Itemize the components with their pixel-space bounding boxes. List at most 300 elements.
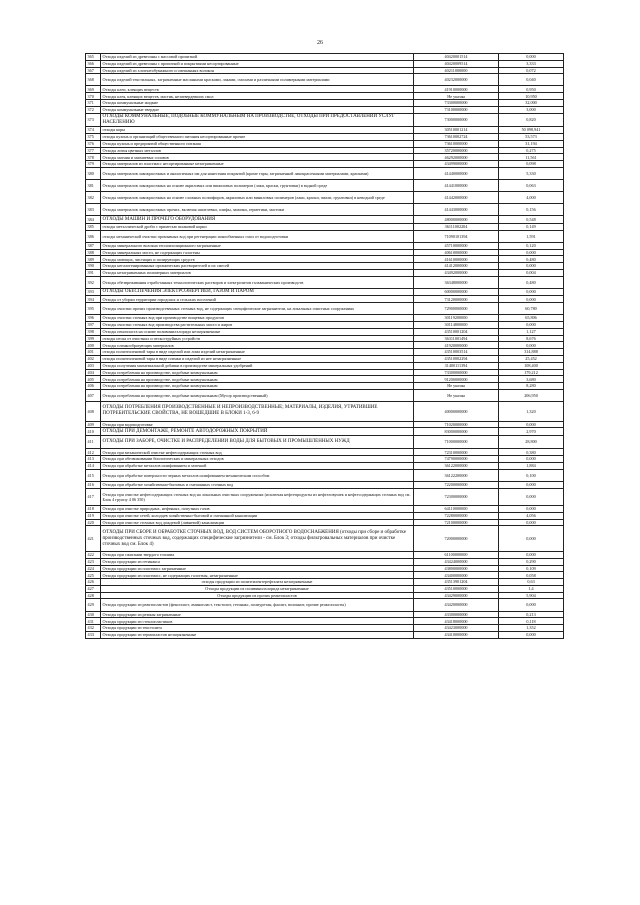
row-number-cell: 375 [86,133,101,140]
waste-amount-cell: 2,970 [499,428,564,436]
waste-code-cell: 43400000000 [414,572,499,579]
waste-name-cell: Отходы при механической очистке нефтесодержащих сточных вод [101,449,414,456]
table-row [86,349,564,356]
waste-amount-cell: 0,480 [499,276,564,288]
waste-code-cell: 30119200000 [414,315,499,322]
waste-code-cell: 40000000000 [414,402,499,422]
row-number-cell: 404 [86,369,101,376]
row-number-cell: 419 [86,512,101,519]
waste-code-cell: 30510001214 [414,127,499,134]
table-row [86,526,564,552]
table-row [86,449,564,456]
waste-name-cell: Отходы клея, клеящих веществ, мастик, незатвердевших смол [101,93,414,100]
table-row [86,288,564,296]
waste-amount-cell: 0,000 [499,488,564,505]
waste-amount-cell: 0,072 [499,67,564,74]
table-row [86,321,564,328]
table-row [86,242,564,249]
waste-name-cell: отходы продукции из полиэтилентерефталата незагрязненные [101,579,414,586]
waste-code-cell: 64110000000 [414,506,499,513]
table-row [86,572,564,579]
waste-name-cell: ОТХОДЫ ПОТРЕБЛЕНИЯ ПРОИЗВОДСТВЕННЫЕ И НЕПРОИЗВОДСТВЕННЫЕ; МАТЕРИАЛЫ, ИЗДЕЛИЯ, УТРАТИВШИЕ ПОТРЕБИТЕЛЬСКИЕ СВОЙСТВА, НЕ ВОШЕДШИЕ В БЛОКИ 1-3, 6-9 [101,402,414,422]
waste-amount-cell: 4,056 [499,512,564,519]
waste-code-cell: 43420000000 [414,599,499,611]
waste-name-cell: Отходы минерального волокна теплоизоляционного загрязненные [101,242,414,249]
waste-code-cell: 73610000000 [414,140,499,147]
waste-amount-cell: 0,000 [499,456,564,463]
table-row [86,216,564,224]
table-row [86,592,564,599]
row-number-cell: 409 [86,421,101,428]
table-row [86,369,564,376]
table-row [86,599,564,611]
waste-amount-cell: 60,780 [499,303,564,315]
waste-amount-cell: 0,820 [499,113,564,127]
waste-code-cell: 41443000000 [414,204,499,216]
row-number-cell: 427 [86,585,101,592]
waste-code-cell: 43510002294 [414,355,499,362]
row-number-cell: 384 [86,216,101,224]
row-number-cell: 407 [86,389,101,401]
waste-amount-cell: 31,194 [499,140,564,147]
waste-name-cell: Отходы продукции из гетинакса [101,558,414,565]
waste-name-cell: Отходы продукции из поливинилхлорида незагрязненные [101,585,414,592]
waste-name-cell: ОТХОДЫ ПРИ ДЕМОНТАЖЕ, РЕМОНТЕ АВТОДОРОЖНЫХ ПОКРЫТИЙ [101,428,414,436]
table-row [86,133,564,140]
waste-amount-cell: 0,109 [499,565,564,572]
waste-amount-cell: 0,120 [499,242,564,249]
waste-code-cell: 41920000000 [414,342,499,349]
waste-amount-cell: 0,000 [499,421,564,428]
waste-amount-cell: 11,561 [499,154,564,161]
waste-code-cell: 43510000000 [414,585,499,592]
waste-code-cell: 43800000000 [414,565,499,572]
table-row [86,127,564,134]
waste-code-cell: 73300000000 [414,369,499,376]
table-row [86,355,564,362]
waste-name-cell: Отходы кухонь и предприятий общественного питания [101,140,414,147]
table-row [86,315,564,322]
row-number-cell: 377 [86,147,101,154]
row-number-cell: 369 [86,86,101,93]
waste-name-cell: Отходы изделий из древесины с пропиткой и покрытиями несортированные [101,60,414,67]
waste-amount-cell: 0,63 [499,579,564,586]
row-number-cell: 403 [86,362,101,369]
table-row [86,140,564,147]
row-number-cell: 367 [86,67,101,74]
table-row [86,376,564,383]
table-row [86,106,564,113]
waste-amount-cell: 53,573 [499,133,564,140]
table-row [86,512,564,519]
waste-name-cell: Отходы продукции из резины загрязненные [101,611,414,618]
waste-amount-cell: 0,480 [499,256,564,263]
waste-code-cell: 36111002204 [414,223,499,230]
row-number-cell: 431 [86,618,101,625]
waste-name-cell: Отходы продукции из термопластов незагрязненные [101,631,414,638]
waste-code-cell: 40610000000 [414,249,499,256]
waste-name-cell: Отходы незагрязненных полимерных материалов [101,269,414,276]
waste-name-cell: Отходы получения магнезиальной добавки в производстве минеральных удобрений [101,362,414,369]
row-number-cell: 396 [86,315,101,322]
waste-code-cell: 43492000000 [414,269,499,276]
row-number-cell: 420 [86,519,101,526]
waste-amount-cell: 0,000 [499,551,564,558]
waste-name-cell: Отходы очистки сточных вод при производстве пищевых продуктов [101,315,414,322]
waste-name-cell: Отходы литья цветных металлов [101,147,414,154]
waste-code-cell: 43510001204 [414,328,499,335]
waste-name-cell: Отходы коммунальные жидкие [101,100,414,107]
waste-name-cell: Отходы пенопласта на основе поливинилхлорида незагрязненные [101,328,414,335]
row-number-cell: 406 [86,383,101,390]
waste-code-cell: 72310000000 [414,449,499,456]
row-number-cell: 413 [86,456,101,463]
waste-name-cell: отходы металлической дроби с примесью шлаковой корки [101,223,414,230]
row-number-cell: 429 [86,599,101,611]
waste-name-cell: Отходы при очистке нефтесодержащих сточных вод на локальных очистных сооружениях (исключая нефтепродукты из нефтеловушек и нефтесодержащих сточных вод см. Блок 4 группу 4 06 350) [101,488,414,505]
waste-code-cell: 48000000000 [414,216,499,224]
table-row [86,428,564,436]
row-number-cell: 380 [86,167,101,179]
table-row [86,256,564,263]
row-number-cell: 424 [86,565,101,572]
waste-code-cell: 43499000000 [414,161,499,168]
waste-code-cell: 72100000000 [414,519,499,526]
row-number-cell: 382 [86,192,101,204]
waste-amount-cell: 179,212 [499,369,564,376]
waste-code-cell: 73300000000 [414,100,499,107]
waste-amount-cell: 0,149 [499,223,564,230]
waste-amount-cell: 5,330 [499,167,564,179]
table-row [86,383,564,390]
row-number-cell: 411 [86,435,101,449]
waste-name-cell: отходы песка от очистных и пескоструйных устройств [101,335,414,342]
waste-amount-cell: 25,452 [499,355,564,362]
waste-code-cell: 36122200000 [414,469,499,481]
row-number-cell: 428 [86,592,101,599]
waste-code-cell: 36311001494 [414,335,499,342]
waste-code-cell: 83000000000 [414,428,499,436]
waste-code-cell: 43429000000 [414,592,499,599]
table-row [86,362,564,369]
row-number-cell: 373 [86,113,101,127]
waste-name-cell: Отходы при обработке металлов шлифованием и заточкой [101,462,414,469]
row-number-cell: 408 [86,402,101,422]
waste-name-cell: отходы полиэтиленовой тары в виде изделий или лома изделий незагрязненные [101,349,414,356]
waste-amount-cell: 0,058 [499,572,564,579]
waste-amount-cell: 108,400 [499,362,564,369]
waste-amount-cell: 0,040 [499,74,564,86]
waste-name-cell: Отходы материалов лакокрасочных прочих, включая шпатлевки, олифы, замазки, герметики, мастики [101,204,414,216]
row-number-cell: 371 [86,100,101,107]
row-number-cell: 397 [86,321,101,328]
waste-name-cell: Отходы обезвреживания отработанных технологических растворов и электролитов гальванических производств [101,276,414,288]
row-number-cell: 401 [86,349,101,356]
waste-register-table [85,53,564,639]
row-number-cell: 395 [86,303,101,315]
waste-amount-cell: 8,280 [499,383,564,390]
table-row [86,421,564,428]
row-number-cell: 400 [86,342,101,349]
waste-code-cell: 72300000000 [414,488,499,505]
waste-name-cell: Отходы потребления на производстве, подобные коммунальным (Мусор производственный) [101,389,414,401]
table-row [86,93,564,100]
waste-code-cell: 45710000000 [414,242,499,249]
waste-code-cell: 72000000000 [414,526,499,552]
table-row [86,618,564,625]
waste-code-cell: Не указан [414,93,499,100]
waste-code-cell: 73000000000 [414,113,499,127]
waste-code-cell: 71090101394 [414,230,499,242]
table-row [86,276,564,288]
row-number-cell: 415 [86,469,101,481]
table-row [86,579,564,586]
waste-name-cell: отходы коры [101,127,414,134]
waste-amount-cell: 1,352 [499,625,564,632]
waste-code-cell: 40232000000 [414,74,499,86]
waste-amount-cell: 65,806 [499,315,564,322]
table-row [86,180,564,192]
waste-name-cell: Отходы при очистке природных, нефтяных, попутных газов [101,506,414,513]
waste-code-cell: 73100000000 [414,106,499,113]
table-row [86,519,564,526]
waste-name-cell: Отходы материалов лакокрасочных и аналогичных им для нанесения покрытий (кроме тары, загрязненной лакокрасочными материалами, красками) [101,167,414,179]
waste-code-cell: 41412000000 [414,263,499,270]
waste-amount-cell: 3,333 [499,60,564,67]
waste-code-cell: 72900000000 [414,303,499,315]
waste-amount-cell: 0,063 [499,180,564,192]
row-number-cell: 383 [86,204,101,216]
waste-code-cell: 43410000000 [414,631,499,638]
waste-name-cell: Отходы продукции из реактопластов (фенопласт, аминопласт, текстолит, гетинакс, полиуретан, фаолит, волокнит, прочие реактопласты) [101,599,414,611]
waste-amount-cell: 50 098,941 [499,127,564,134]
waste-code-cell: 74790000000 [414,456,499,463]
row-number-cell: 416 [86,481,101,488]
row-number-cell: 430 [86,611,101,618]
table-row [86,389,564,401]
table-row [86,223,564,230]
waste-code-cell: 71000000000 [414,435,499,449]
waste-amount-cell: 1,884 [499,462,564,469]
waste-code-cell: 61100000000 [414,551,499,558]
waste-name-cell: Отходы продукции из пластмасс загрязненные [101,565,414,572]
waste-code-cell: 60000000000 [414,288,499,296]
row-number-cell: 378 [86,154,101,161]
table-row [86,611,564,618]
row-number-cell: 366 [86,60,101,67]
table-row [86,506,564,513]
waste-name-cell: Отходы при водоподготовке [101,421,414,428]
waste-name-cell: Отходы клеи, клеящих веществ [101,86,414,93]
waste-name-cell: Отходы продукции из стеклопластиков [101,618,414,625]
waste-amount-cell: 0,000 [499,631,564,638]
waste-name-cell: Отходы при обработке поверхности черных металлов шлифованием механическим способом [101,469,414,481]
table-row [86,54,564,61]
waste-code-cell: 36122000000 [414,462,499,469]
table-row [86,100,564,107]
table-row [86,558,564,565]
waste-amount-cell: 0,380 [499,449,564,456]
table-row [86,335,564,342]
row-number-cell: 368 [86,74,101,86]
row-number-cell: 374 [86,127,101,134]
row-number-cell: 365 [86,54,101,61]
table-row [86,74,564,86]
row-number-cell: 391 [86,269,101,276]
waste-amount-cell: 32,000 [499,100,564,107]
waste-amount-cell: 0,000 [499,342,564,349]
row-number-cell: 414 [86,462,101,469]
row-number-cell: 398 [86,328,101,335]
row-number-cell: 387 [86,242,101,249]
waste-amount-cell: 0,213 [499,611,564,618]
waste-code-cell: 40420001514 [414,54,499,61]
table-row [86,161,564,168]
row-number-cell: 426 [86,579,101,586]
waste-name-cell: Отходы продукции из пластмасс, не содержащих галогены, незагрязненные [101,572,414,579]
table-row [86,147,564,154]
table-row [86,435,564,449]
waste-name-cell: ОТХОДЫ КОММУНАЛЬНЫЕ, ПОДОБНЫЕ КОММУНАЛЬНЫМ НА ПРОИЗВОДСТВЕ, ОТХОДЫ ПРИ ПРЕДОСТАВЛЕНИИ УСЛУГ НАСЕЛЕНИЮ [101,113,414,127]
waste-code-cell: 43300000000 [414,611,499,618]
waste-amount-cell: 3,680 [499,376,564,383]
waste-amount-cell: 0,000 [499,506,564,513]
waste-code-cell: 43513901204 [414,579,499,586]
waste-code-cell: 36348000000 [414,276,499,288]
waste-code-cell: 46292000000 [414,154,499,161]
waste-code-cell: 41910000000 [414,86,499,93]
waste-name-cell: Отходы при сжигании твердого топлива [101,551,414,558]
table-row [86,154,564,161]
waste-name-cell: ОТХОДЫ ПРИ СБОРЕ И ОБРАБОТКЕ СТОЧНЫХ ВОД, ВОД СИСТЕМ ОБОРОТНОГО ВОДОСНАБЖЕНИЯ (отходы при сборе и обработке производственных сточных вод, содержащих специфические загрязнители - см. Блок 3; отходы фильтровальных материалов при очистке сточных вод см. Блок 4) [101,526,414,552]
waste-amount-cell: 4,000 [499,192,564,204]
table-row [86,113,564,127]
waste-name-cell: Отходы изделий текстильных, загрязненные масляными красками, лаками, смолами и различными полимерными материалами [101,74,414,86]
table-row [86,462,564,469]
waste-code-cell: 41440000000 [414,167,499,179]
waste-code-cell: 40211000000 [414,67,499,74]
waste-name-cell: Отходы очистки прочих производственных сточных вод, не содержащих специфические загрязнители, на локальных очистных сооружениях [101,303,414,315]
waste-code-cell: 73610002724 [414,133,499,140]
waste-code-cell: Не указан [414,389,499,401]
waste-register-rows [86,54,564,639]
waste-amount-cell: 0,000 [499,519,564,526]
table-row [86,631,564,638]
row-number-cell: 418 [86,506,101,513]
waste-code-cell: 40420009514 [414,60,499,67]
table-row [86,328,564,335]
row-number-cell: 417 [86,488,101,505]
waste-name-cell: Отходы пленкообразующих материалов [101,342,414,349]
waste-code-cell: 30114800000 [414,321,499,328]
table-row [86,303,564,315]
table-row [86,167,564,179]
waste-amount-cell: 1,320 [499,402,564,422]
waste-code-cell: 72280000000 [414,512,499,519]
waste-amount-cell: 0,000 [499,599,564,611]
waste-name-cell: Отходы минеральных масел, не содержащих галогены [101,249,414,256]
waste-amount-cell: 0,290 [499,558,564,565]
waste-code-cell: 43424000000 [414,558,499,565]
row-number-cell: 423 [86,558,101,565]
waste-amount-cell: 5,904 [499,592,564,599]
row-number-cell: 392 [86,276,101,288]
waste-amount-cell: 0,000 [499,296,564,303]
waste-amount-cell: 1,591 [499,230,564,242]
table-row [86,625,564,632]
waste-amount-cell: 0,000 [499,526,564,552]
row-number-cell: 386 [86,230,101,242]
row-number-cell: 425 [86,572,101,579]
row-number-cell: 402 [86,355,101,362]
row-number-cell: 421 [86,526,101,552]
waste-name-cell: Отходы при очистке сточных вод дождевой (ливневой) канализации [101,519,414,526]
table-row [86,469,564,481]
row-number-cell: 399 [86,335,101,342]
table-row [86,565,564,572]
waste-amount-cell: 0,118 [499,618,564,625]
row-number-cell: 389 [86,256,101,263]
waste-name-cell: Отходы при очистке сетей, колодцев хозяйственно-бытовой и смешанной канализации [101,512,414,519]
waste-name-cell: ОТХОДЫ ПРИ ЗАБОРЕ, ОЧИСТКЕ И РАСПРЕДЕЛЕНИИ ВОДЫ ДЛЯ БЫТОВЫХ И ПРОМЫШЛЕННЫХ НУЖД [101,435,414,449]
table-row [86,263,564,270]
waste-amount-cell: 0,004 [499,269,564,276]
table-row [86,86,564,93]
waste-name-cell: отходы полиэтиленовой тары в виде пленки и изделий из нее незагрязненные [101,355,414,362]
row-number-cell: 412 [86,449,101,456]
waste-name-cell: Отходы материалов лакокрасочных на основе сложных полиэфиров, акриловых или виниловых полимеров (лаки, краски, эмали, грунтовки) в неводной среде [101,192,414,204]
row-number-cell: 381 [86,180,101,192]
waste-name-cell: Отходы при обработке хозяйственно-бытовых и смешанных сточных вод [101,481,414,488]
table-row [86,551,564,558]
waste-name-cell: Отходы изделий из хлопчатобумажного и смешанных волокон [101,67,414,74]
waste-name-cell: Отходы от уборки территории городских и сельских поселений [101,296,414,303]
waste-amount-cell: 0,000 [499,481,564,488]
waste-name-cell: Отходы при обезвоживании биологических и минеральных отходов [101,456,414,463]
waste-amount-cell: 314,888 [499,349,564,356]
waste-amount-cell: 0,156 [499,204,564,216]
waste-code-cell: 41610000000 [414,256,499,263]
waste-name-cell: отходы механической очистки промывных вод при регенерации ионообменных смол от водоподготовки [101,230,414,242]
waste-code-cell: 71020000000 [414,421,499,428]
waste-code-cell: 41441000000 [414,180,499,192]
row-number-cell: 393 [86,288,101,296]
waste-amount-cell: 0,000 [499,249,564,256]
waste-name-cell: Отходы моющих, чистящих и полирующих средств [101,256,414,263]
waste-amount-cell: 206,950 [499,389,564,401]
waste-name-cell: Отходы потребления на производстве, подобные коммунальным [101,383,414,390]
waste-name-cell: Отходы продукции из текстолита [101,625,414,632]
table-row [86,269,564,276]
table-row [86,230,564,242]
waste-amount-cell: 0,000 [499,288,564,296]
table-row [86,456,564,463]
waste-amount-cell: 10,950 [499,93,564,100]
waste-amount-cell: 1,4 [499,585,564,592]
waste-amount-cell: 0,548 [499,216,564,224]
waste-code-cell: 73120000000 [414,296,499,303]
waste-amount-cell: 0,950 [499,86,564,93]
row-number-cell: 410 [86,428,101,436]
waste-amount-cell: 0,100 [499,469,564,481]
table-row [86,402,564,422]
row-number-cell: 433 [86,631,101,638]
row-number-cell: 432 [86,625,101,632]
waste-code-cell: 72200000000 [414,481,499,488]
table-row [86,481,564,488]
table-row [86,585,564,592]
waste-amount-cell: 0,098 [499,161,564,168]
